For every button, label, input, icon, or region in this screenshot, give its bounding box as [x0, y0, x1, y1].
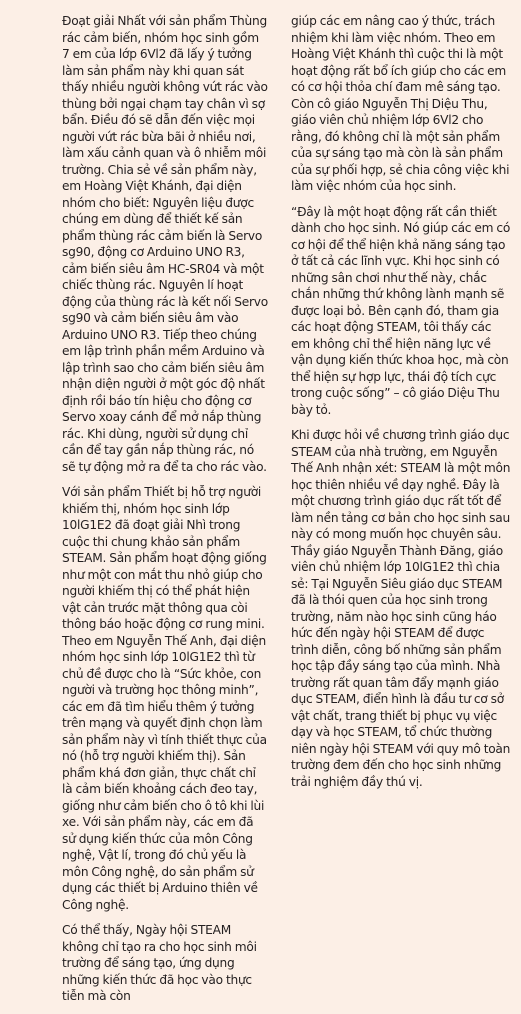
paragraph-visual-aid-device: Với sản phẩm Thiết bị hỗ trợ người khiếm thị, nhóm học sinh lớp 10lG1E2 đã đoạt giải Nhì trong cuộc thi chung khảo sản phẩm STEAM. Sản phẩm hoạt động giống như một con mắt thu nhỏ giúp cho người khiếm thị có thể phát hiện vật cản trước mặt thông qua còi thông báo hoặc động cơ rung mini. Theo em Nguyễn Thế Anh, đại diện nhóm học sinh lớp 10lG1E2 thì từ chủ đề được cho là “Sức khỏe, con người và trường học thông minh”, các em đã tìm hiểu thêm ý tưởng trên mạng và quyết định chọn làm sản phẩm này vì tính thiết thực của nó (hỗ trợ người khiếm thị). Sản phẩm khá đơn giản, thực chất chỉ là cảm biến khoảng cách đeo tay, giống như cảm biến cho ô tô khi lùi xe. Với sản phẩm này, các em đã sử dụng kiến thức của môn Công nghệ, Vật lí, trong đó chủ yếu là môn Công nghệ, do sản phẩm sử dụng các thiết bị Arduino thiên về Công nghệ.	[62, 485, 267, 912]
paragraph-teamwork: giúp các em nâng cao ý thức, trách nhiệm khi làm việc nhóm. Theo em Hoàng Việt Khánh thì cuộc thi là một hoạt động rất bổ ích giúp cho các em có cơ hội thỏa chí đam mê sáng tạo. Còn cô giáo Nguyễn Thị Diệu Thu, giáo viên chủ nhiệm lớp 6Vl2 cho rằng, đó không chỉ là một sản phẩm của sự sáng tạo mà còn là sản phẩm của sự phối hợp, sẻ chia công việc khi làm việc nhóm của học sinh.	[291, 14, 510, 193]
paragraph-teacher-quote: “Đây là một hoạt động rất cần thiết dành cho học sinh. Nó giúp các em có cơ hội để thể hiện khả năng sáng tạo ở tất cả các lĩnh vực. Khi học sinh có những sân chơi như thế này, chắc chắn những thứ không lành mạnh sẽ được loại bỏ. Bên cạnh đó, tham gia các hoạt động STEAM, tôi thấy các em không chỉ thể hiện năng lực về vận dụng kiến thức khoa học, mà còn thể hiện sự hợp lực, thái độ tích cực trong cuộc sống” – cô giáo Diệu Thu bày tỏ.	[291, 204, 511, 417]
paragraph-trash-bin: Đoạt giải Nhất với sản phẩm Thùng rác cảm biến, nhóm học sinh gồm 7 em của lớp 6Vl2 đã lấy ý tưởng làm sản phẩm này khi quan sát thấy nhiều người không vứt rác vào thùng bởi ngại chạm tay chân vì sợ bẩn. Điều đó sẽ dẫn đến việc mọi người vứt rác bừa bãi ở nhiều nơi, làm xấu cảnh quan và ô nhiễm môi trường. Chia sẻ về sản phẩm này, em Hoàng Việt Khánh, đại diện nhóm cho biết: Nguyên liệu được chúng em dùng để thiết kế sản phẩm thùng rác cảm biến là Servo sg90, động cơ Arduino UNO R3, cảm biến siêu âm HC-SR04 và một chiếc thùng rác. Nguyên lí hoạt động của thùng rác là kết nối Servo sg90 và cảm biến siêu âm vào Arduino UNO R3. Tiếp theo chúng em lập trình phần mềm Arduino và lập trình sao cho cảm biến siêu âm nhận diện người ở một góc độ nhất định rồi báo tín hiệu cho động cơ Servo xoay cánh để mở nắp thùng rác. Khi dùng, người sử dụng chỉ cần để tay gần nắp thùng rác, nó sẽ tự động mở ra để ta cho rác vào.	[62, 14, 268, 474]
paragraph-steam-benefits: Có thể thấy, Ngày hội STEAM không chỉ tạo ra cho học sinh môi trường để sáng tạo, ứng dụng những kiến thức đã học vào thực tiễn mà còn	[62, 923, 257, 1003]
paragraph-steam-program: Khi được hỏi về chương trình giáo dục STEAM của nhà trường, em Nguyễn Thế Anh nhận xét: STEAM là một môn học thiên nhiều về dạy nghề. Đây là một chương trình giáo dục rất tốt để làm nền tảng cơ bản cho học sinh sau này có mong muốn học chuyên sâu. Thầy giáo Nguyễn Thành Đăng, giáo viên chủ nhiệm lớp 10lG1E2 thì chia sẻ: Tại Nguyễn Siêu giáo dục STEAM đã là thói quen của học sinh trong trường, năm nào học sinh cũng háo hức đến ngày hội STEAM để được trình diễn, công bố những sản phẩm học tập đầy sáng tạo của mình. Nhà trường rất quan tâm đẩy mạnh giáo dục STEAM, điển hình là đầu tư cơ sở vật chất, trang thiết bị phục vụ việc dạy và học STEAM, tổ chức thường niên ngày hội STEAM với quy mô toàn trường đem đến cho học sinh những trải nghiệm đầy thú vị.	[291, 428, 511, 789]
article-column-right	[291, 13, 511, 799]
article-column-left	[62, 13, 268, 1014]
